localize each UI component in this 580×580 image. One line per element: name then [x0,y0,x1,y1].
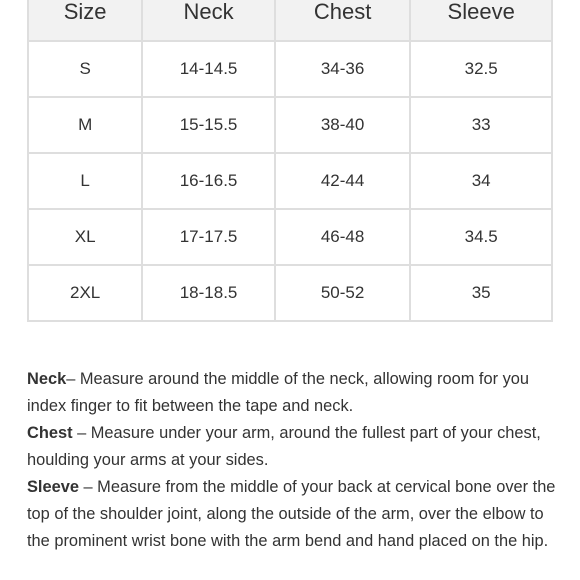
cell-chest: 42-44 [275,153,411,209]
table-row [28,265,552,321]
header-row [28,0,552,41]
cell-chest: 34-36 [275,41,411,97]
chest-term: Chest [27,424,73,442]
header-sleeve: Sleeve [410,0,552,41]
sleeve-term: Sleeve [27,478,79,496]
table-row [28,209,552,265]
table-header [28,0,552,41]
cell-neck: 15-15.5 [142,97,275,153]
cell-neck: 16-16.5 [142,153,275,209]
cell-chest: 50-52 [275,265,411,321]
neck-description: – Measure around the middle of the neck, allowing room for you index finger to fit between the tape and neck. [27,370,530,415]
cell-sleeve: 33 [410,97,552,153]
cell-size: 2XL [28,265,142,321]
table-row [28,41,552,97]
sleeve-note [27,474,557,555]
cell-size: M [28,97,142,153]
cell-sleeve: 35 [410,265,552,321]
neck-term: Neck [27,370,67,388]
cell-chest: 38-40 [275,97,411,153]
header-size: Size [28,0,142,41]
cell-chest: 46-48 [275,209,411,265]
table-row [28,153,552,209]
neck-note [27,366,557,420]
header-chest: Chest [275,0,411,41]
cell-neck: 18-18.5 [142,265,275,321]
chest-description: – Measure under your arm, around the fullest part of your chest, houlding your arms at your sides. [27,424,541,469]
cell-size: L [28,153,142,209]
header-neck: Neck [142,0,275,41]
chest-note [27,420,557,474]
cell-neck: 14-14.5 [142,41,275,97]
cell-size: XL [28,209,142,265]
cell-sleeve: 34.5 [410,209,552,265]
measurement-notes [27,366,557,555]
cell-size: S [28,41,142,97]
table-row [28,97,552,153]
cell-neck: 17-17.5 [142,209,275,265]
cell-sleeve: 32.5 [410,41,552,97]
size-chart-table [27,0,553,322]
table-body [28,41,552,321]
sleeve-description: – Measure from the middle of your back at cervical bone over the top of the shoulder joint, along the outside of the arm, over the elbow to the prominent wrist bone with the arm bend and hand placed on the hip. [27,478,556,550]
cell-sleeve: 34 [410,153,552,209]
